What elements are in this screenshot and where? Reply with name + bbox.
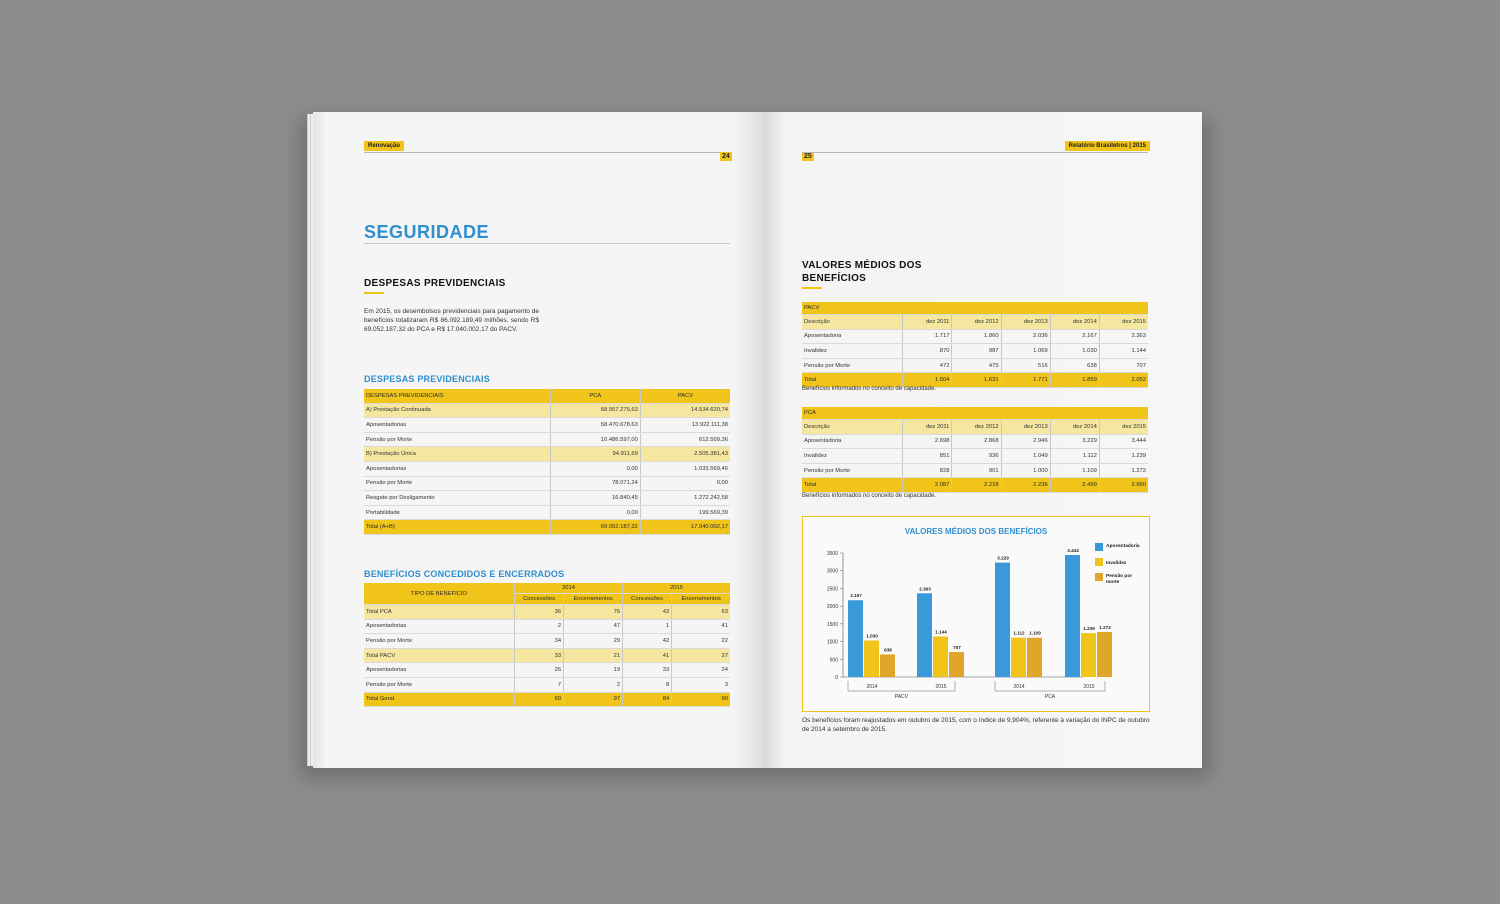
benefits-chart bbox=[802, 516, 1150, 712]
column-header: dez 2012 bbox=[952, 315, 1001, 330]
column-header: Concessões bbox=[623, 594, 672, 605]
cell-value: 33 bbox=[623, 663, 672, 678]
legend-label-cont: morte bbox=[1106, 580, 1120, 585]
cell-value: 1.771 bbox=[1001, 373, 1050, 388]
cell-value: 2 bbox=[515, 619, 564, 634]
table-row bbox=[364, 505, 730, 520]
expenses-table bbox=[364, 389, 730, 535]
pacv-note: Benefícios informados no conceito de capacidade. bbox=[802, 386, 937, 392]
title-underline bbox=[802, 287, 822, 289]
left-page bbox=[313, 112, 764, 768]
table-row bbox=[364, 520, 730, 535]
cell-value: 1.239 bbox=[1099, 449, 1148, 464]
column-header: dez 2014 bbox=[1050, 315, 1099, 330]
bar-data-label: 1.112 bbox=[1013, 630, 1025, 636]
benefits-table bbox=[364, 583, 730, 707]
cell-value: 1.000 bbox=[1001, 463, 1050, 478]
cell-value: 36 bbox=[515, 605, 564, 620]
column-header: DESPESAS PREVIDENCIAIS bbox=[364, 389, 550, 403]
table-header-row bbox=[802, 420, 1148, 435]
cell-value: 1 bbox=[623, 619, 672, 634]
bar-pensão-por-morte bbox=[880, 654, 895, 677]
cell-value: 1.112 bbox=[1050, 449, 1099, 464]
chart-svg bbox=[803, 517, 1149, 711]
y-tick-label: 1000 bbox=[826, 639, 838, 646]
bar-invalidez bbox=[1081, 633, 1096, 677]
legend-swatch bbox=[1095, 573, 1103, 581]
table-header-row bbox=[364, 389, 730, 403]
column-header: dez 2013 bbox=[1001, 315, 1050, 330]
cell-value: 2.363 bbox=[1099, 329, 1148, 344]
cell-value: 1.069 bbox=[1001, 344, 1050, 359]
group-label: PACV bbox=[894, 694, 909, 700]
row-label: Pensão por Morte bbox=[802, 463, 903, 478]
cell-value: 3.229 bbox=[1050, 434, 1099, 449]
cell-value: 707 bbox=[1099, 358, 1148, 373]
page-number: 25 bbox=[804, 153, 812, 160]
cell-value: 84 bbox=[623, 692, 672, 707]
table-header-row bbox=[364, 583, 730, 594]
table2-title: BENEFÍCIOS CONCEDIDOS E ENCERRADOS bbox=[364, 569, 565, 579]
cell-value: 26 bbox=[515, 663, 564, 678]
row-label: Total bbox=[802, 478, 903, 493]
pacv-value: 17.040.002,17 bbox=[640, 520, 730, 535]
cell-value: 69 bbox=[515, 692, 564, 707]
pca-table bbox=[802, 407, 1148, 493]
x-tick-label: 2014 bbox=[866, 684, 878, 690]
y-tick-label: 3500 bbox=[826, 551, 838, 557]
bar-data-label: 2.167 bbox=[850, 593, 862, 599]
title-rule bbox=[364, 243, 730, 244]
y-tick-label: 2500 bbox=[826, 586, 838, 593]
table-row bbox=[364, 432, 730, 447]
bar-data-label: 1.272 bbox=[1099, 624, 1111, 630]
cell-value: 1.504 bbox=[903, 373, 952, 388]
pca-value: 0,00 bbox=[550, 461, 640, 476]
cell-value: 987 bbox=[952, 344, 1001, 359]
cell-value: 828 bbox=[903, 463, 952, 478]
pacv-value: 199.569,39 bbox=[640, 505, 730, 520]
row-label: B) Prestação Única bbox=[364, 447, 550, 462]
cell-value: 33 bbox=[515, 648, 564, 663]
bar-aposentadoria bbox=[917, 593, 932, 677]
bar-data-label: 1.144 bbox=[935, 629, 947, 635]
bar-data-label: 638 bbox=[884, 647, 892, 653]
cell-value: 936 bbox=[952, 449, 1001, 464]
pca-value: 10.486.597,00 bbox=[550, 432, 640, 447]
bar-pensão-por-morte bbox=[1097, 632, 1112, 677]
legend-label: Pensão por bbox=[1106, 574, 1133, 579]
group-label: PCA bbox=[1044, 694, 1056, 700]
year-header: 2015 bbox=[623, 583, 730, 594]
legend-label: Invalidez bbox=[1106, 561, 1127, 566]
column-header: dez 2015 bbox=[1099, 315, 1148, 330]
cell-value: 29 bbox=[564, 634, 623, 649]
table-row bbox=[364, 418, 730, 433]
row-label: Invalidez bbox=[802, 344, 903, 359]
pca-value: 16.840,45 bbox=[550, 491, 640, 506]
chart-title: VALORES MÉDIOS DOS BENEFÍCIOS bbox=[904, 527, 1048, 536]
cell-value: 42 bbox=[623, 634, 672, 649]
bar-aposentadoria bbox=[848, 600, 863, 677]
table-row bbox=[364, 634, 730, 649]
row-label: Pensão por Morte bbox=[802, 358, 903, 373]
table-name: PCA bbox=[802, 407, 1148, 420]
row-label: Portabilidade bbox=[364, 505, 550, 520]
cell-value: 2.167 bbox=[1050, 329, 1099, 344]
cell-value: 2.698 bbox=[903, 434, 952, 449]
table-name-row bbox=[802, 302, 1148, 315]
table-row bbox=[364, 447, 730, 462]
y-tick-label: 2000 bbox=[826, 604, 838, 611]
y-tick-label: 1500 bbox=[826, 621, 838, 628]
column-header: dez 2014 bbox=[1050, 420, 1099, 435]
subsection-title: DESPESAS PREVIDENCIAIS bbox=[364, 278, 506, 289]
cell-value: 76 bbox=[564, 605, 623, 620]
bar-data-label: 1.030 bbox=[866, 633, 878, 639]
page-number: 24 bbox=[722, 153, 730, 160]
legend-swatch bbox=[1095, 558, 1103, 566]
pca-note: Benefícios informados no conceito de capacidade. bbox=[802, 493, 937, 499]
closing-paragraph: Os benefícios foram reajustados em outubro de 2015, com o índice de 9,904%, referente à variação do INPC de outubro de 2014 a setembro de 2015. bbox=[802, 717, 1150, 733]
row-label: A) Prestação Continuada bbox=[364, 403, 550, 418]
column-header: PCA bbox=[550, 389, 640, 403]
table1-title: DESPESAS PREVIDENCIAIS bbox=[364, 374, 490, 384]
row-label: Resgate por Desligamento bbox=[364, 491, 550, 506]
cell-value: 2.868 bbox=[952, 434, 1001, 449]
pca-value: 0,00 bbox=[550, 505, 640, 520]
cell-value: 901 bbox=[952, 463, 1001, 478]
bar-invalidez bbox=[864, 641, 879, 677]
cell-value: 1.272 bbox=[1099, 463, 1148, 478]
y-tick-label: 3000 bbox=[826, 568, 838, 575]
header-tag: Relatório Brasiletros | 2015 bbox=[1065, 141, 1150, 151]
column-header: dez 2011 bbox=[903, 315, 952, 330]
pacv-value: 1.033.569,46 bbox=[640, 461, 730, 476]
cell-value: 19 bbox=[564, 663, 623, 678]
table-row bbox=[802, 463, 1148, 478]
cell-value: 2.660 bbox=[1099, 478, 1148, 493]
cell-value: 2.218 bbox=[952, 478, 1001, 493]
cell-value: 475 bbox=[952, 358, 1001, 373]
cell-value: 1.859 bbox=[1050, 373, 1099, 388]
bar-data-label: 3.229 bbox=[997, 555, 1009, 561]
cell-value: 2.036 bbox=[1001, 329, 1050, 344]
cell-value: 8 bbox=[623, 677, 672, 692]
table-row bbox=[802, 329, 1148, 344]
bar-data-label: 3.444 bbox=[1067, 547, 1079, 553]
cell-value: 24 bbox=[672, 663, 730, 678]
bar-aposentadoria bbox=[995, 563, 1010, 677]
cell-value: 27 bbox=[672, 648, 730, 663]
row-label: Aposentadorias bbox=[364, 418, 550, 433]
row-label: Pensão por Morte bbox=[364, 432, 550, 447]
table-row bbox=[802, 449, 1148, 464]
table-row bbox=[364, 491, 730, 506]
cell-value: 1.631 bbox=[952, 373, 1001, 388]
cell-value: 638 bbox=[1050, 358, 1099, 373]
cell-value: 21 bbox=[564, 648, 623, 663]
table-name-row bbox=[802, 407, 1148, 420]
cell-value: 41 bbox=[623, 648, 672, 663]
header-tag: Renovação bbox=[364, 141, 404, 151]
pca-value: 58.470.678,63 bbox=[550, 418, 640, 433]
row-label: Aposentadorias bbox=[364, 663, 515, 678]
pacv-value: 13.922.111,38 bbox=[640, 418, 730, 433]
cell-value: 63 bbox=[672, 605, 730, 620]
column-header: dez 2012 bbox=[952, 420, 1001, 435]
row-label: Pensão por Morte bbox=[364, 677, 515, 692]
column-header: dez 2015 bbox=[1099, 420, 1148, 435]
cell-value: 34 bbox=[515, 634, 564, 649]
table-name: PACV bbox=[802, 302, 1148, 315]
cell-value: 472 bbox=[903, 358, 952, 373]
right-page bbox=[764, 112, 1202, 768]
pacv-value: 1.272.242,58 bbox=[640, 491, 730, 506]
row-label: Total PCA bbox=[364, 605, 515, 620]
row-label: Invalidez bbox=[802, 449, 903, 464]
cell-value: 1.860 bbox=[952, 329, 1001, 344]
page-title-line1: VALORES MÉDIOS DOS bbox=[802, 260, 922, 271]
header-rule bbox=[364, 152, 730, 153]
pca-value: 68.957.275,63 bbox=[550, 403, 640, 418]
cell-value: 43 bbox=[623, 605, 672, 620]
cell-value: 2.087 bbox=[903, 478, 952, 493]
y-tick-label: 0 bbox=[835, 675, 838, 681]
cell-value: 1.717 bbox=[903, 329, 952, 344]
cell-value: 2 bbox=[564, 677, 623, 692]
column-header: Descrição bbox=[802, 420, 903, 435]
column-header: Encerramentos bbox=[564, 594, 623, 605]
cell-value: 41 bbox=[672, 619, 730, 634]
cell-value: 2.946 bbox=[1001, 434, 1050, 449]
row-label: Pensão por Morte bbox=[364, 476, 550, 491]
cell-value: 1.049 bbox=[1001, 449, 1050, 464]
cell-value: 516 bbox=[1001, 358, 1050, 373]
table-row bbox=[364, 461, 730, 476]
x-tick-label: 2014 bbox=[1013, 684, 1025, 690]
row-label: Pensão por Morte bbox=[364, 634, 515, 649]
cell-value: 2.236 bbox=[1001, 478, 1050, 493]
cell-value: 2.052 bbox=[1099, 373, 1148, 388]
cell-value: 870 bbox=[903, 344, 952, 359]
subsection-underline bbox=[364, 292, 384, 294]
column-header: Descrição bbox=[802, 315, 903, 330]
bar-pensão-por-morte bbox=[1027, 638, 1042, 677]
table-row bbox=[802, 344, 1148, 359]
pacv-value: 0,00 bbox=[640, 476, 730, 491]
x-tick-label: 2015 bbox=[935, 684, 947, 690]
row-label: Total PACV bbox=[364, 648, 515, 663]
cell-value: 851 bbox=[903, 449, 952, 464]
table-row bbox=[364, 663, 730, 678]
cell-value: 1.030 bbox=[1050, 344, 1099, 359]
pacv-value: 612.509,36 bbox=[640, 432, 730, 447]
cell-value: 97 bbox=[564, 692, 623, 707]
column-header: Encerramentos bbox=[672, 594, 730, 605]
column-header: dez 2013 bbox=[1001, 420, 1050, 435]
y-tick-label: 500 bbox=[829, 657, 838, 664]
cell-value: 3.444 bbox=[1099, 434, 1148, 449]
table-row bbox=[802, 434, 1148, 449]
bar-data-label: 1.239 bbox=[1083, 626, 1095, 632]
column-header: dez 2011 bbox=[903, 420, 952, 435]
column-header: PACV bbox=[640, 389, 730, 403]
bar-data-label: 707 bbox=[953, 644, 961, 650]
pacv-value: 2.505.381,43 bbox=[640, 447, 730, 462]
table-row bbox=[364, 648, 730, 663]
column-header: Concessões bbox=[515, 594, 564, 605]
bar-data-label: 2.363 bbox=[919, 586, 931, 592]
row-label: Total Geral bbox=[364, 692, 515, 707]
table-row bbox=[364, 605, 730, 620]
intro-paragraph: Em 2015, os desembolsos previdenciais para pagamento de benefícios totalizaram R$ 86.092.189,49 milhões, sendo R$ 69.052.187,32 do PCA e R$ 17.040.002,17 do PACV. bbox=[364, 308, 539, 333]
pacv-table bbox=[802, 302, 1148, 388]
cell-value: 22 bbox=[672, 634, 730, 649]
table-row bbox=[364, 476, 730, 491]
x-tick-label: 2015 bbox=[1083, 684, 1095, 690]
table-row bbox=[802, 358, 1148, 373]
cell-value: 90 bbox=[672, 692, 730, 707]
cell-value: 3 bbox=[672, 677, 730, 692]
cell-value: 1.144 bbox=[1099, 344, 1148, 359]
pacv-value: 14.534.620,74 bbox=[640, 403, 730, 418]
row-label: Total bbox=[802, 373, 903, 388]
section-title: SEGURIDADE bbox=[364, 222, 490, 242]
table-row bbox=[364, 619, 730, 634]
cell-value: 7 bbox=[515, 677, 564, 692]
legend-label: Aposentadoria bbox=[1106, 544, 1140, 549]
table-row bbox=[364, 692, 730, 707]
table-header-row bbox=[802, 315, 1148, 330]
table-row bbox=[364, 403, 730, 418]
bar-aposentadoria bbox=[1065, 555, 1080, 677]
year-header: 2014 bbox=[515, 583, 623, 594]
cell-value: 1.109 bbox=[1050, 463, 1099, 478]
page-title-line2: BENEFÍCIOS bbox=[802, 273, 867, 284]
pca-value: 69.052.187,32 bbox=[550, 520, 640, 535]
bar-data-label: 1.109 bbox=[1029, 630, 1041, 636]
row-label: Aposentadoria bbox=[802, 329, 903, 344]
table-row bbox=[802, 478, 1148, 493]
row-label: Aposentadorias bbox=[364, 619, 515, 634]
cell-value: 2.499 bbox=[1050, 478, 1099, 493]
column-header: TIPO DE BENEFÍCIO bbox=[364, 583, 515, 605]
bar-pensão-por-morte bbox=[949, 652, 964, 677]
bar-invalidez bbox=[933, 636, 948, 677]
row-label: Total (A+B) bbox=[364, 520, 550, 535]
row-label: Aposentadoria bbox=[802, 434, 903, 449]
bar-invalidez bbox=[1011, 638, 1026, 677]
header-rule bbox=[802, 152, 1148, 153]
pca-value: 78.071,24 bbox=[550, 476, 640, 491]
table-row bbox=[364, 677, 730, 692]
cell-value: 47 bbox=[564, 619, 623, 634]
pca-value: 94.911,69 bbox=[550, 447, 640, 462]
row-label: Aposentadorias bbox=[364, 461, 550, 476]
legend-swatch bbox=[1095, 543, 1103, 551]
